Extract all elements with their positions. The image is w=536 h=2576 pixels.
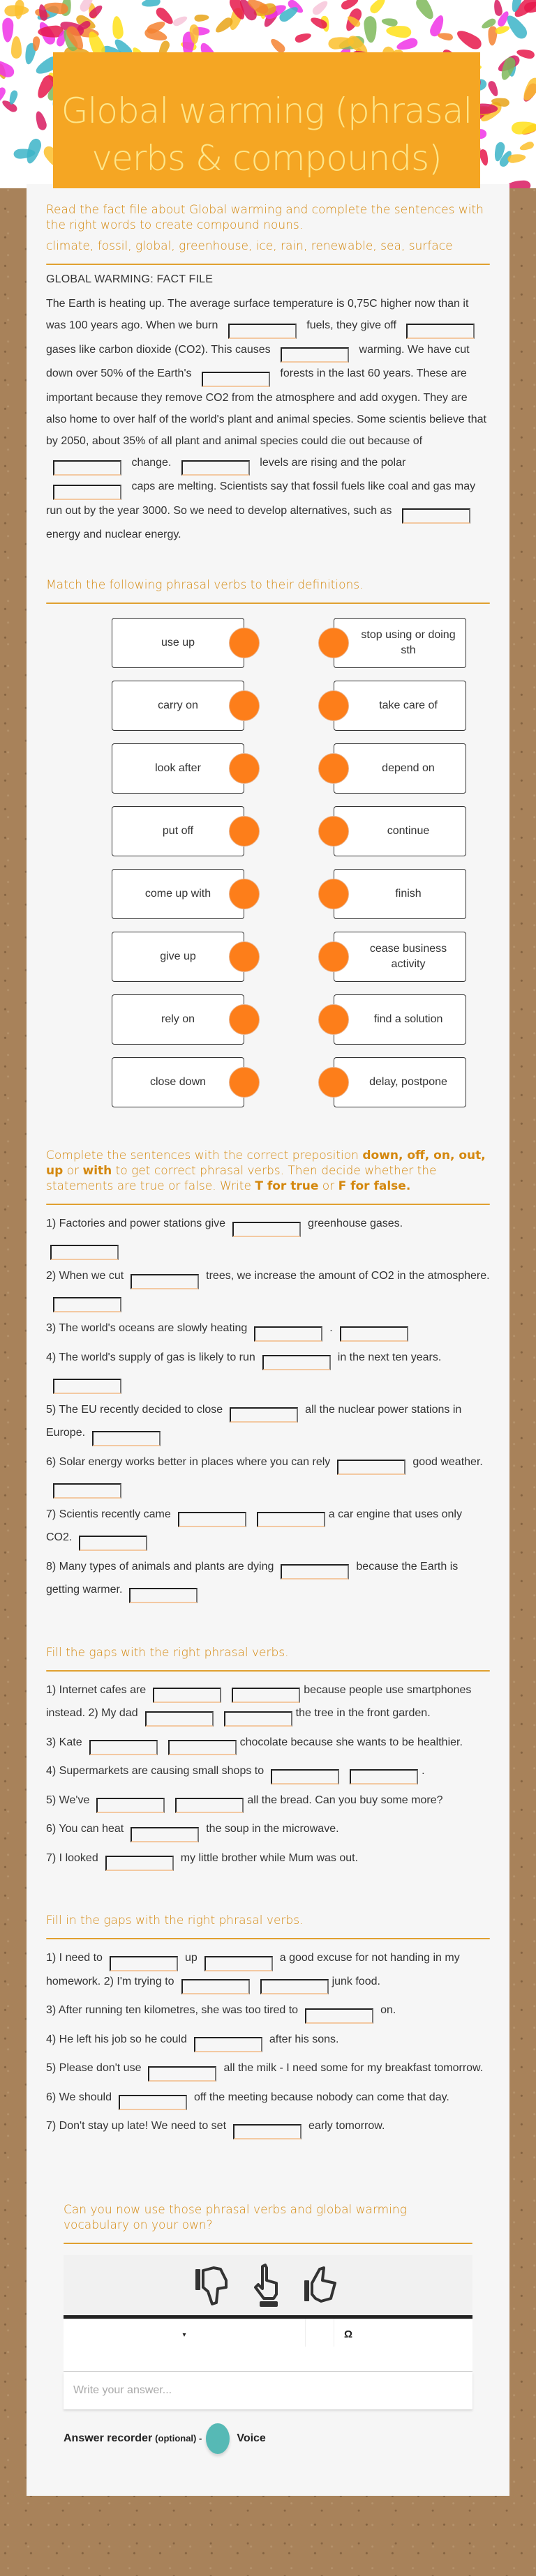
text: 3) The world's oceans are slowly heating — [46, 1322, 248, 1334]
special-character-button[interactable] — [334, 2319, 352, 2371]
divider — [46, 1938, 490, 1939]
text: my little brother while Mum was out. — [180, 1851, 359, 1864]
text: because the Earth is getting warmer. — [46, 1560, 459, 1596]
sentence-4 — [46, 1347, 490, 1394]
gap-input[interactable] — [271, 1769, 339, 1785]
sentence-5 — [46, 1790, 490, 1814]
gap-input[interactable] — [181, 460, 250, 476]
gap-input[interactable] — [105, 1856, 174, 1871]
leaf-decoration — [141, 0, 161, 8]
sentence-1-2 — [46, 1680, 490, 1727]
definition-card[interactable] — [334, 618, 466, 668]
true-false-input[interactable] — [53, 1297, 121, 1312]
header-banner — [0, 0, 536, 188]
true-false-input[interactable] — [129, 1588, 198, 1603]
text: because people use smartphones instead. 2) My dad — [46, 1683, 472, 1719]
phrasal-verb-card[interactable] — [112, 994, 244, 1045]
leaf-decoration — [32, 36, 40, 52]
sentence-5 — [46, 2058, 490, 2082]
text: up — [184, 1952, 198, 1964]
definition-label: finish — [395, 888, 422, 900]
text: a good excuse for not handing in my homework. 2) I'm trying to — [46, 1952, 460, 1987]
true-false-input[interactable] — [50, 1245, 119, 1260]
thumbs-up-icon[interactable] — [302, 2262, 343, 2308]
phrasal-verb-card[interactable] — [112, 1057, 244, 1107]
sentence-2 — [46, 1266, 490, 1312]
gap-input[interactable] — [262, 1355, 331, 1370]
sentence-3 — [46, 1732, 490, 1756]
definition-card[interactable] — [334, 869, 466, 919]
text: 6) Solar energy works better in places where you can rely — [46, 1455, 331, 1468]
gap-input[interactable] — [402, 508, 470, 524]
definition-label: cease business activity — [369, 943, 447, 970]
text: in the next ten years. — [337, 1351, 442, 1363]
sentence-5 — [46, 1400, 490, 1446]
gap-input[interactable] — [228, 324, 297, 339]
text: . — [422, 1765, 425, 1777]
phrasal-verb-card[interactable] — [112, 806, 244, 856]
text: warming. We have cut down over 50% of the Earth's — [46, 343, 470, 379]
leaf-decoration — [519, 140, 536, 152]
text: The Earth is heating up. The average surface temperature is 0,75C higher now than it was 100 years ago. When we burn — [46, 298, 469, 331]
sentence-1-2 — [46, 1948, 490, 1994]
instruction — [46, 1148, 490, 1194]
text: 5) We've — [46, 1794, 90, 1806]
highlight: T for true — [255, 1179, 319, 1193]
text: or — [63, 1164, 83, 1178]
text: 4) Supermarkets are causing small shops to — [46, 1765, 265, 1777]
answer-recorder — [64, 2423, 472, 2454]
text: off the meeting because nobody can come that day. — [193, 2091, 449, 2103]
match-row — [46, 1057, 490, 1120]
gap-input[interactable] — [131, 1827, 199, 1842]
page-title: Global warming (phrasal verbs & compounds) — [61, 90, 472, 179]
true-false-input[interactable] — [53, 1483, 121, 1499]
thumbs-down-icon[interactable] — [193, 2262, 234, 2308]
definition-label: stop using or doing sth — [361, 629, 456, 656]
match-connector-right[interactable] — [318, 690, 349, 721]
highlight: F for false. — [338, 1179, 411, 1193]
leaf-decoration — [364, 15, 378, 43]
text: chocolate because she wants to be healthier. — [239, 1736, 463, 1748]
match-connector-right[interactable] — [318, 1004, 349, 1035]
gap-input[interactable] — [204, 1956, 273, 1971]
phrasal-verb-label: look after — [155, 762, 201, 774]
match-connector-left[interactable] — [229, 1067, 260, 1098]
fact-file-heading: GLOBAL WARMING: FACT FILE — [46, 273, 214, 285]
gap-input[interactable] — [178, 1512, 246, 1527]
text: the tree in the front garden. — [295, 1707, 431, 1719]
gap-input[interactable] — [260, 1979, 329, 1994]
text: fuels, they give off — [306, 319, 396, 331]
instruction: Read the fact file about Global warming and complete the sentences with the right words to create compound nouns. — [46, 203, 484, 232]
text: 1) Factories and power stations give — [46, 1218, 226, 1229]
text: to get correct phrasal verbs. Then decide whether the statements are true or false. Write — [46, 1164, 437, 1193]
match-connector-left[interactable] — [229, 879, 260, 909]
gap-input[interactable] — [145, 1711, 214, 1727]
text: forests in the last 60 years. These are important because they remove CO2 from the atmosphere and add oxygen. They are also home to over half of the world's plant and animal species. Some scientis believe that by 2050, about 35% of all plant and animal species could die out because of — [46, 368, 486, 447]
recorder-label: Answer recorder — [64, 2432, 153, 2444]
toolbar-separator — [305, 2319, 334, 2347]
phrasal-verb-label: use up — [161, 637, 195, 649]
chevron-down-icon: ▾ — [182, 2331, 186, 2339]
match-row — [46, 806, 490, 869]
match-connector-left[interactable] — [229, 816, 260, 847]
text: all the milk - I need some for my breakfast tomorrow. — [223, 2062, 484, 2074]
gap-input[interactable] — [89, 1740, 158, 1755]
match-connector-right[interactable] — [318, 816, 349, 847]
answer-input[interactable] — [64, 2372, 472, 2409]
gap-input[interactable] — [257, 1512, 325, 1527]
match-connector-right[interactable] — [318, 879, 349, 909]
gap-input[interactable] — [153, 1688, 221, 1703]
sentence-6 — [46, 1452, 490, 1499]
highlight: down, off, on, out, up — [46, 1149, 486, 1178]
match-row — [46, 681, 490, 743]
editor-toolbar — [64, 2319, 472, 2372]
text: trees, we increase the amount of CO2 in the atmosphere. — [206, 1270, 490, 1282]
leaf-decoration — [368, 0, 387, 15]
text: levels are rising and the polar — [260, 456, 406, 469]
word-bank: climate, fossil, global, greenhouse, ice, rain, renewable, sea, surface — [46, 239, 453, 253]
gap-input[interactable] — [175, 1798, 244, 1813]
match-row — [46, 932, 490, 994]
match-row — [46, 743, 490, 806]
definition-label: take care of — [379, 699, 438, 711]
definition-label: find a solution — [373, 1013, 443, 1025]
match-connector-left[interactable] — [229, 690, 260, 721]
title-box — [53, 52, 480, 188]
phrasal-verb-card[interactable] — [112, 681, 244, 731]
leaf-decoration — [414, 0, 437, 22]
text: junk food. — [332, 1975, 380, 1987]
text: all the bread. Can you buy some more? — [247, 1794, 443, 1806]
leaf-decoration — [311, 0, 330, 17]
leaf-decoration — [494, 24, 510, 36]
gap-input[interactable] — [232, 1688, 300, 1703]
text: energy and nuclear energy. — [46, 529, 181, 540]
text: greenhouse gases. — [308, 1218, 403, 1229]
gap-input[interactable] — [230, 1407, 298, 1423]
worksheet-card — [27, 184, 509, 2496]
match-connector-left[interactable] — [229, 1004, 260, 1035]
leaf-decoration — [112, 15, 125, 39]
omega-icon: Ω — [344, 2328, 353, 2340]
gap-input[interactable] — [281, 347, 349, 363]
divider — [46, 603, 490, 604]
text: 7) Scientis recently came — [46, 1508, 171, 1520]
match-connector-right[interactable] — [318, 628, 349, 658]
leaf-decoration — [8, 89, 19, 105]
instruction: Fill the gaps with the right phrasal verbs. — [46, 1645, 289, 1660]
leaf-decoration — [454, 26, 484, 52]
text: caps are melting. Scientists say that fossil fuels like coal and gas may run out by the year 3000. So we need to develop alternatives, such as — [46, 480, 476, 517]
gap-input[interactable] — [148, 2066, 216, 2082]
text: all the nuclear power stations in Europe. — [46, 1403, 462, 1439]
text: a car engine that uses only CO2. — [46, 1508, 462, 1543]
page-bottom — [0, 2496, 536, 2517]
text: Complete the sentences with the correct preposition — [46, 1149, 363, 1162]
text: 6) We should — [46, 2091, 112, 2103]
instruction: Fill in the gaps with the right phrasal verbs. — [46, 1914, 304, 1927]
text: on. — [380, 2004, 396, 2016]
leaf-decoration — [512, 121, 536, 135]
phrasal-verb-card[interactable] — [112, 618, 244, 668]
leaf-decoration — [385, 24, 412, 38]
divider — [46, 1204, 490, 1205]
match-row — [46, 618, 490, 681]
rating-icons — [64, 2255, 472, 2315]
phrasal-verb-label: give up — [160, 950, 196, 962]
match-connector-left[interactable] — [229, 628, 260, 658]
sentence-7 — [46, 2116, 490, 2139]
true-false-input[interactable] — [92, 1431, 161, 1446]
definition-label: continue — [387, 825, 430, 837]
text: early tomorrow. — [308, 2120, 385, 2132]
instruction: Match the following phrasal verbs to their definitions. — [46, 578, 364, 592]
gap-input[interactable] — [224, 1711, 292, 1727]
phrasal-verb-label: come up with — [144, 888, 211, 900]
gap-input[interactable] — [53, 485, 121, 500]
gap-input[interactable] — [305, 2008, 373, 2024]
text: change. — [131, 456, 172, 469]
section-prepositions — [46, 1148, 490, 1603]
true-false-input[interactable] — [53, 1379, 121, 1394]
gap-input[interactable] — [281, 1564, 349, 1579]
gap-input[interactable] — [202, 372, 270, 387]
text: 5) The EU recently decided to close — [46, 1403, 223, 1416]
text: 3) Kate — [46, 1736, 82, 1748]
match-connector-right[interactable] — [318, 753, 349, 784]
gap-input[interactable] — [53, 460, 121, 476]
text: 4) The world's supply of gas is likely to run — [46, 1351, 255, 1363]
voice-label: Voice — [237, 2432, 266, 2444]
leaf-decoration — [487, 80, 500, 98]
definition-card[interactable] — [334, 743, 466, 794]
section-match — [46, 577, 490, 1120]
true-false-input[interactable] — [79, 1536, 147, 1551]
leaf-decoration — [13, 0, 24, 20]
match-connector-left[interactable] — [229, 753, 260, 784]
text: 3) After running ten kilometres, she was too tired to — [46, 2004, 299, 2016]
sentence-3 — [46, 1318, 490, 1342]
text: 6) You can heat — [46, 1823, 124, 1835]
gap-input[interactable] — [232, 1222, 301, 1237]
section-fact-file — [46, 202, 490, 545]
sentence-4 — [46, 2029, 490, 2053]
text: after his sons. — [269, 2033, 339, 2045]
fact-file-paragraph — [46, 293, 490, 545]
sentence-8 — [46, 1556, 490, 1603]
divider — [46, 264, 490, 265]
leaf-decoration — [11, 36, 22, 58]
section-fill-gaps-1 — [46, 1645, 490, 1872]
text: 1) Internet cafes are — [46, 1683, 147, 1696]
divider — [64, 2243, 472, 2244]
hand-pointer-icon[interactable] — [247, 2262, 289, 2308]
text: the soup in the microwave. — [206, 1823, 339, 1835]
text: 7) I looked — [46, 1851, 98, 1864]
text: 2) When we cut — [46, 1270, 124, 1282]
gap-input[interactable] — [406, 324, 475, 339]
sentence-7 — [46, 1504, 490, 1551]
gap-input[interactable] — [96, 1798, 165, 1813]
match-connector-right[interactable] — [318, 1067, 349, 1098]
sentence-4 — [46, 1761, 490, 1785]
phrasal-verb-card[interactable] — [112, 932, 244, 982]
section-self-assessment — [64, 2202, 472, 2454]
leaf-decoration — [295, 31, 313, 44]
instruction: Can you now use those phrasal verbs and global warming vocabulary on your own? — [64, 2202, 407, 2232]
phrasal-verb-label: rely on — [161, 1013, 195, 1025]
leaf-decoration — [172, 15, 189, 28]
text: 1) I need to — [46, 1952, 103, 1964]
gap-input[interactable] — [233, 2124, 302, 2139]
record-button[interactable] — [206, 2423, 230, 2454]
match-connector-right[interactable] — [318, 941, 349, 972]
highlight: with — [82, 1164, 112, 1178]
leaf-decoration — [437, 31, 454, 41]
true-false-input[interactable] — [340, 1326, 408, 1342]
gap-input[interactable] — [119, 2095, 187, 2110]
phrasal-verb-label: carry on — [158, 699, 198, 711]
leaf-decoration — [34, 110, 48, 132]
match-row — [46, 869, 490, 932]
text: 4) He left his job so he could — [46, 2033, 187, 2045]
text: gases like carbon dioxide (CO2). This causes — [46, 343, 271, 356]
text: or — [318, 1179, 338, 1193]
gap-input[interactable] — [337, 1460, 405, 1475]
definition-label: delay, postpone — [369, 1076, 447, 1088]
definition-card[interactable] — [334, 1057, 466, 1107]
text: 7) Don't stay up late! We need to set — [46, 2120, 227, 2132]
format-dropdown[interactable] — [64, 2319, 305, 2371]
gap-input[interactable] — [181, 1979, 250, 1994]
gap-input[interactable] — [254, 1326, 322, 1342]
answer-editor — [64, 2315, 472, 2409]
phrasal-verb-label: put off — [162, 825, 194, 837]
definition-card[interactable] — [334, 932, 466, 982]
sentence-6 — [46, 2087, 490, 2111]
gap-input[interactable] — [350, 1769, 418, 1785]
sentence-1 — [46, 1213, 490, 1260]
gap-input[interactable] — [194, 2037, 262, 2052]
match-area — [46, 618, 490, 1120]
definition-card[interactable] — [334, 681, 466, 731]
definition-card[interactable] — [334, 806, 466, 856]
phrasal-verb-card[interactable] — [112, 743, 244, 794]
gap-input[interactable] — [110, 1956, 178, 1971]
phrasal-verb-label: close down — [149, 1076, 207, 1088]
recorder-optional: (optional) - — [155, 2433, 202, 2444]
text: good weather. — [412, 1455, 483, 1468]
phrasal-verb-card[interactable] — [112, 869, 244, 919]
leaf-decoration — [194, 14, 209, 22]
section-fill-gaps-2 — [46, 1913, 490, 2139]
leaf-decoration — [493, 0, 503, 17]
match-row — [46, 994, 490, 1057]
sentence-3 — [46, 2000, 490, 2024]
gap-input[interactable] — [168, 1740, 237, 1755]
definition-card[interactable] — [334, 994, 466, 1045]
text: 5) Please don't use — [46, 2062, 142, 2074]
gap-input[interactable] — [131, 1274, 199, 1289]
sentence-7 — [46, 1848, 490, 1872]
match-connector-left[interactable] — [229, 941, 260, 972]
text: 8) Many types of animals and plants are dying — [46, 1560, 274, 1573]
leaf-decoration — [507, 180, 530, 188]
definition-label: depend on — [382, 762, 435, 774]
text: . — [329, 1322, 333, 1334]
sentence-6 — [46, 1819, 490, 1842]
leaf-decoration — [2, 18, 14, 43]
divider — [46, 1670, 490, 1672]
